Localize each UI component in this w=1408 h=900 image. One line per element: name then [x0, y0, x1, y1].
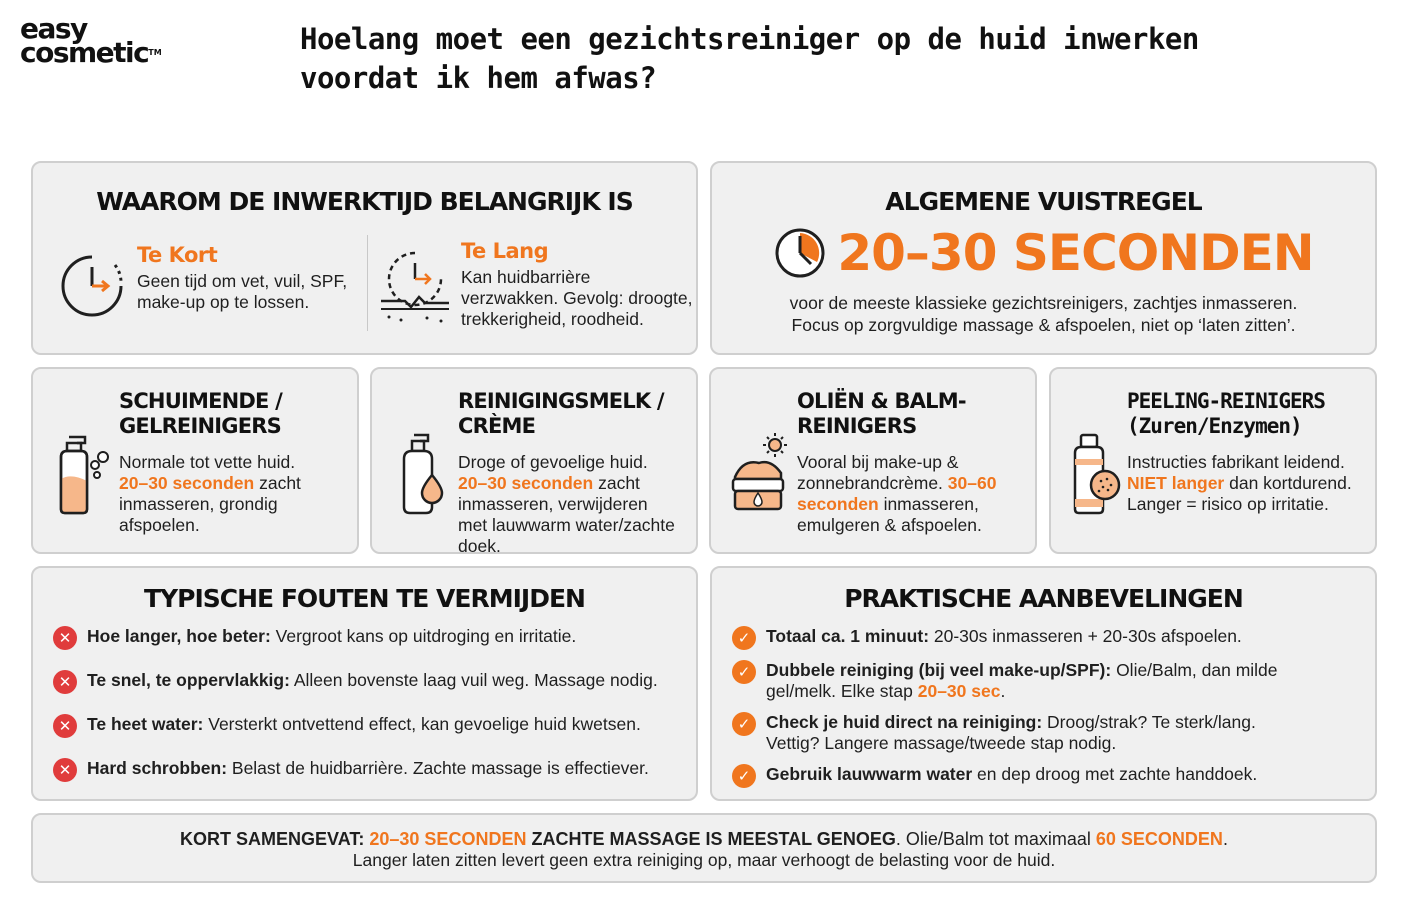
- why-heading: WAAROM DE INWERKTIJD BELANGRIJK IS: [96, 187, 633, 216]
- list-item: [53, 670, 686, 694]
- mistakes-heading: TYPISCHE FOUTEN TE VERMIJDEN: [144, 584, 585, 613]
- oil-highlight-2: seconden: [797, 494, 879, 514]
- list-item: [53, 626, 686, 650]
- x-circle-icon: ✕: [53, 626, 77, 650]
- summary-line-2: Langer laten zitten levert geen extra reiniging op, maar verhoogt de belasting voor de huid.: [352, 850, 1056, 870]
- logo-line-2: [20, 36, 190, 69]
- page-title-line-2: voordat ik hem afwas?: [300, 61, 657, 95]
- milk-highlight: 20–30 seconden: [458, 473, 594, 493]
- summary-line-1: [33, 828, 1375, 850]
- too-short-block: [137, 243, 367, 313]
- rule-text: [712, 292, 1375, 336]
- foam-highlight: 20–30 seconden: [119, 473, 255, 493]
- too-long-line-2: verzwakken. Gevolg: droogte,: [461, 288, 693, 308]
- foam-text-line-4: afspoelen.: [119, 515, 200, 535]
- peel-title: [1127, 389, 1325, 439]
- oil-text: [797, 452, 1033, 536]
- check-circle-icon: ✓: [732, 712, 756, 736]
- too-short-line-2: make-up op te lossen.: [137, 292, 310, 312]
- too-long-line-3: trekkerigheid, roodheid.: [461, 309, 644, 329]
- summary-end: .: [1222, 829, 1228, 849]
- milk-text-line-4: met lauwwarm water/zachte: [458, 515, 675, 535]
- milk-text-2b: zacht: [593, 473, 640, 493]
- list-item-text: [766, 764, 1257, 785]
- recommendations-card: [710, 566, 1377, 801]
- foam-text: [119, 452, 355, 536]
- oil-balm-card: [709, 367, 1037, 554]
- foam-gel-card: [31, 367, 359, 554]
- x-circle-icon: ✕: [53, 714, 77, 738]
- timer-icon: [773, 226, 827, 280]
- rec-text: Olie/Balm, dan milde: [1111, 660, 1278, 680]
- foam-title-line-2: GELREINIGERS: [119, 414, 281, 438]
- too-short-line-1: Geen tijd om vet, vuil, SPF,: [137, 271, 348, 291]
- peel-text-2b: dan kortdurend.: [1224, 473, 1352, 493]
- clock-cracked-skin-icon: [375, 247, 455, 327]
- foam-text-line-1: Normale tot vette huid.: [119, 452, 296, 472]
- rec-bold: Check je huid direct na reiniging:: [766, 712, 1043, 732]
- mistakes-list: [53, 626, 686, 802]
- milk-pump-bottle-icon: [390, 429, 452, 519]
- list-item-text: [87, 758, 649, 779]
- oil-text-3b: inmasseren,: [878, 494, 979, 514]
- milk-text-line-3: inmasseren, verwijderen: [458, 494, 648, 514]
- logo-tm: TM: [148, 48, 162, 57]
- check-circle-icon: ✓: [732, 626, 756, 650]
- mistake-bold: Hard schrobben:: [87, 758, 228, 778]
- list-item: [53, 714, 686, 738]
- why-card: [31, 161, 698, 355]
- list-item-text: [87, 714, 641, 735]
- page-title-line-1: Hoelang moet een gezichtsreiniger op de huid inwerken: [300, 22, 1199, 56]
- too-long-title: Te Lang: [461, 239, 549, 263]
- too-long-block: [461, 239, 696, 330]
- foam-text-2b: zacht: [254, 473, 301, 493]
- foam-title: [119, 389, 282, 439]
- milk-text-line-1: Droge of gevoelige huid.: [458, 452, 648, 472]
- foam-text-line-3: inmasseren, grondig: [119, 494, 278, 514]
- list-item: [732, 660, 1365, 702]
- peel-title-line-2: (Zuren/Enzymen): [1127, 414, 1302, 438]
- logo-word: cosmetic: [20, 36, 149, 69]
- logo-line-1: easy: [20, 12, 87, 45]
- oil-text-2a: zonnebrandcrème.: [797, 473, 948, 493]
- peel-text-line-2: [1127, 473, 1373, 494]
- mistake-text: Vergroot kans op uitdroging en irritatie.: [270, 626, 577, 646]
- rec-text: Droog/strak? Te sterk/lang.: [1042, 712, 1256, 732]
- list-item: [732, 764, 1365, 788]
- mistake-text: Alleen bovenste laag vuil weg. Massage nodig.: [289, 670, 658, 690]
- rec-text: en dep droog met zachte handdoek.: [972, 764, 1258, 784]
- oil-highlight-1: 30–60: [947, 473, 997, 493]
- oil-title: [797, 389, 966, 439]
- milk-text-line-2: [458, 473, 694, 494]
- check-circle-icon: ✓: [732, 660, 756, 684]
- rec-highlight: 20–30 sec: [917, 681, 1001, 701]
- list-item: [732, 712, 1365, 754]
- check-circle-icon: ✓: [732, 764, 756, 788]
- brand-logo: [20, 12, 190, 69]
- milk-cream-card: [370, 367, 698, 554]
- summary-rest: . Olie/Balm tot maximaal: [895, 829, 1096, 849]
- mistake-bold: Hoe langer, hoe beter:: [87, 626, 271, 646]
- rec-text: 20-30s inmasseren + 20-30s afspoelen.: [929, 626, 1242, 646]
- mistake-text: Versterkt ontvettend effect, kan gevoelige huid kwetsen.: [203, 714, 641, 734]
- oil-text-line-4: emulgeren & afspoelen.: [797, 515, 982, 535]
- balm-jar-sun-icon: [729, 429, 791, 519]
- list-item-text: [766, 660, 1278, 702]
- summary-card: [31, 813, 1377, 883]
- peel-highlight: NIET langer: [1127, 473, 1225, 493]
- mistake-text: Belast de huidbarrière. Zachte massage is effectiever.: [227, 758, 649, 778]
- recs-list: [732, 626, 1365, 798]
- peel-text-line-3: Langer = risico op irritatie.: [1127, 494, 1329, 514]
- rec-end: .: [1000, 681, 1006, 701]
- peel-text-line-1: Instructies fabrikant leidend.: [1127, 452, 1345, 472]
- rule-value: 20–30 SECONDEN: [837, 224, 1314, 282]
- mistakes-card: [31, 566, 698, 801]
- foam-text-line-2: [119, 473, 355, 494]
- rule-text-line-2: Focus op zorgvuldige massage & afspoelen, niet op ‘laten zitten’.: [791, 315, 1296, 335]
- too-long-line-1: Kan huidbarrière: [461, 267, 591, 287]
- x-circle-icon: ✕: [53, 670, 77, 694]
- list-item-text: [766, 712, 1256, 754]
- rec-bold: Gebruik lauwwarm water: [766, 764, 973, 784]
- milk-text-line-5: doek.: [458, 536, 501, 556]
- too-short-text: [137, 271, 367, 313]
- rule-text-line-1: voor de meeste klassieke gezichtsreinigers, zachtjes inmasseren.: [789, 293, 1298, 313]
- milk-title-line-1: REINIGINGSMELK /: [458, 389, 664, 413]
- clock-arrow-icon: [57, 251, 127, 321]
- summary-mid: ZACHTE MASSAGE IS MEESTAL GENOEG: [526, 829, 896, 849]
- list-item-text: [87, 626, 576, 647]
- rec-bold: Dubbele reiniging (bij veel make-up/SPF):: [766, 660, 1112, 680]
- oil-text-line-3: [797, 494, 1033, 515]
- rule-heading: ALGEMENE VUISTREGEL: [885, 187, 1202, 216]
- peeling-bottle-icon: [1065, 429, 1127, 519]
- oil-text-line-1: Vooral bij make-up &: [797, 452, 959, 472]
- list-item: [53, 758, 686, 782]
- summary-highlight-1: 20–30 SECONDEN: [369, 829, 527, 849]
- list-item-text: [87, 670, 658, 691]
- mistake-bold: Te snel, te oppervlakkig:: [87, 670, 290, 690]
- peel-title-line-1: PEELING-REINIGERS: [1127, 389, 1325, 413]
- milk-title-line-2: CRÈME: [458, 414, 536, 438]
- milk-title: [458, 389, 664, 439]
- oil-title-line-2: REINIGERS: [797, 414, 917, 438]
- mistake-bold: Te heet water:: [87, 714, 204, 734]
- rule-card: [710, 161, 1377, 355]
- peeling-card: [1049, 367, 1377, 554]
- rec-text-2: Vettig? Langere massage/tweede stap nodig.: [766, 733, 1117, 753]
- foam-pump-bottle-icon: [51, 429, 113, 519]
- summary-lead: KORT SAMENGEVAT:: [180, 829, 370, 849]
- divider: [367, 235, 368, 331]
- list-item-text: [766, 626, 1242, 647]
- peel-text: [1127, 452, 1373, 515]
- too-long-text: [461, 267, 696, 330]
- page-title: [300, 20, 1260, 98]
- rec-text-2: gel/melk. Elke stap: [766, 681, 918, 701]
- foam-title-line-1: SCHUIMENDE /: [119, 389, 282, 413]
- rule-value-row: [712, 224, 1375, 282]
- too-short-title: Te Kort: [137, 243, 218, 267]
- oil-text-line-2: [797, 473, 1033, 494]
- milk-text: [458, 452, 694, 557]
- recs-heading: PRAKTISCHE AANBEVELINGEN: [844, 584, 1243, 613]
- rec-bold: Totaal ca. 1 minuut:: [766, 626, 930, 646]
- summary-highlight-2: 60 SECONDEN: [1095, 829, 1223, 849]
- list-item: [732, 626, 1365, 650]
- x-circle-icon: ✕: [53, 758, 77, 782]
- oil-title-line-1: OLIËN & BALM-: [797, 389, 966, 413]
